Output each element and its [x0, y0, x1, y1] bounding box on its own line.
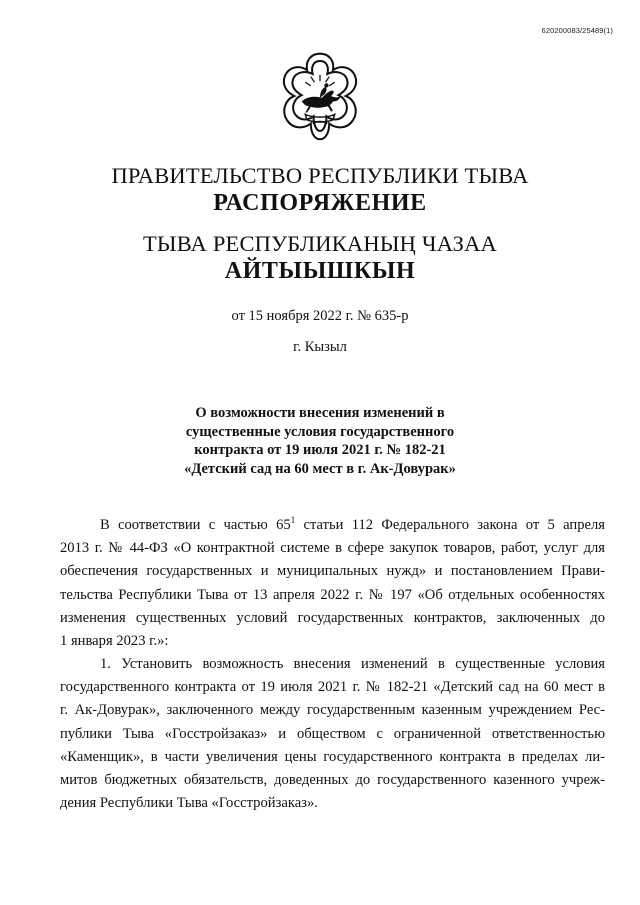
preamble-paragraph [60, 514, 605, 653]
text-line: г. Ак-Довурак», заключенного между государственным казенным учреждением Рес- [60, 702, 605, 719]
document-id: 620200083/25489(1) [541, 26, 613, 35]
title-line: контракта от 19 июля 2021 г. № 182-21 [194, 442, 446, 458]
text-line: обеспечения государственных и муниципальных нужд» и постановлением Прави- [60, 563, 605, 580]
text-line: публики Тыва «Госстройзаказ» и обществом с ограниченной ответственностью [60, 725, 605, 742]
document-type-tuvan: АЙТЫЫШКЫН [224, 258, 416, 284]
document-type: РАСПОРЯЖЕНИЕ [213, 190, 427, 216]
title-line: существенные условия государственного [185, 423, 455, 440]
item-1-paragraph [60, 653, 605, 815]
text-line: 2013 г. № 44-ФЗ «О контрактной системе в сфере закупок товаров, работ, услуг для [60, 540, 605, 557]
text-line: 1. Установить возможность внесения изменений в существенные условия [100, 656, 605, 672]
text-line: В соответствии с частью $65^1$ статьи 112 Федерального закона от 5 апреля [100, 515, 605, 533]
document-city: г. Кызыл [293, 339, 347, 355]
title-line: О возможности внесения изменений в [195, 405, 445, 421]
text-line: тельства Республики Тыва от 13 апреля 2022 г. № 197 «Об отдельных особенностях [60, 586, 605, 603]
text-line: изменения существенных условий государственных контрактов, заключенных до [60, 609, 605, 626]
tuva-coat-of-arms-icon [274, 50, 366, 142]
footnote-superscript: 1 [290, 515, 296, 525]
document-date-number: от 15 ноября 2022 г. № 635-р [231, 308, 409, 324]
government-name: ПРАВИТЕЛЬСТВО РЕСПУБЛИКИ ТЫВА [111, 163, 529, 188]
text-line: государственного контракта от 19 июля 2021 г. № 182-21 «Детский сад на 60 мест в [60, 679, 605, 696]
text-line: 1 января 2023 г.»: [60, 632, 169, 649]
government-name-tuvan: ТЫВА РЕСПУБЛИКАНЫҢ ЧАЗАА [142, 231, 498, 256]
text-line: митов бюджетных обязательств, доведенных до государственного казенного учреж- [60, 771, 605, 788]
title-line: «Детский сад на 60 мест в г. Ак-Довурак» [184, 460, 456, 477]
document-title [120, 404, 520, 478]
text-line: «Каменщик», в части увеличения цены государственного контракта в пределах ли- [60, 748, 605, 765]
text-line: дения Республики Тыва «Госстройзаказ». [60, 795, 318, 812]
